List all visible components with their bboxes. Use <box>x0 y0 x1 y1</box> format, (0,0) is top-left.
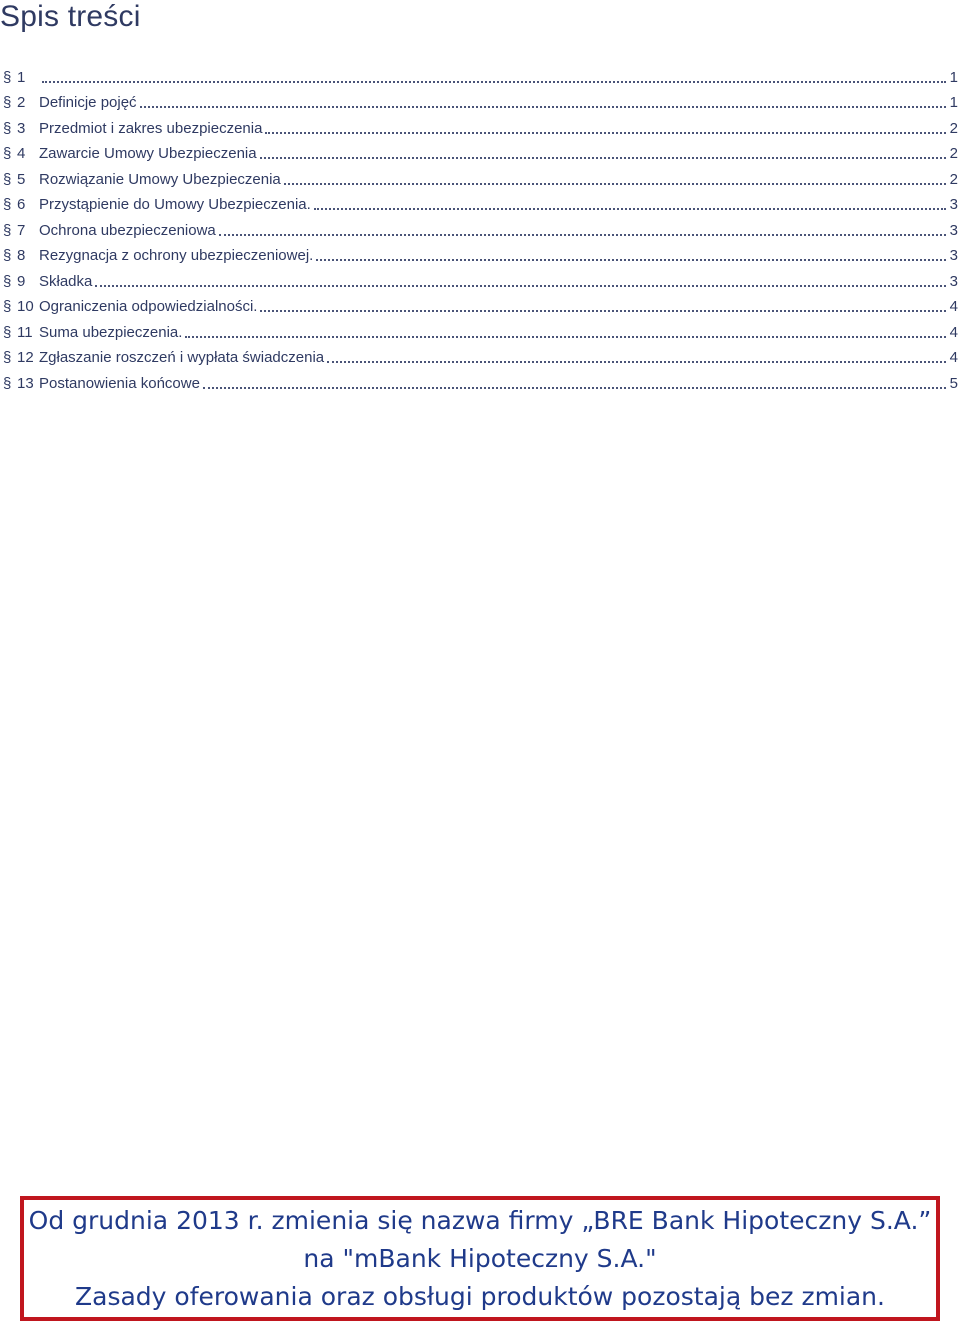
toc-entry-number: 7 <box>17 221 26 239</box>
dot-leader <box>219 234 946 236</box>
toc-entry-label: Definicje pojęć <box>39 94 137 111</box>
toc-list <box>0 60 960 392</box>
dot-leader <box>95 285 946 287</box>
toc-entry-page: 2 <box>949 145 958 162</box>
toc-entry-label: Składka <box>39 272 93 290</box>
toc-entry-12[interactable] <box>0 341 960 367</box>
toc-entry-label: Rozwiązanie Umowy Ubezpieczenia <box>39 170 281 188</box>
section-symbol: § <box>3 247 12 264</box>
toc-entry-label: Rezygnacja z ochrony ubezpieczeniowej. <box>39 247 314 264</box>
toc-entry-page: 3 <box>949 221 958 239</box>
toc-entry-page: 2 <box>949 119 958 137</box>
toc-entry-2[interactable] <box>0 86 960 112</box>
toc-entry-page: 2 <box>949 170 958 188</box>
toc-entry-label: Zgłaszanie roszczeń i wypłata świadczenia <box>39 349 325 366</box>
toc-entry-page: 5 <box>949 374 958 392</box>
toc-entry-8[interactable] <box>0 239 960 265</box>
toc-entry-number: 9 <box>17 272 26 290</box>
dot-leader <box>265 132 946 134</box>
toc-entry-page: 3 <box>949 247 958 264</box>
section-symbol: § <box>3 94 12 111</box>
toc-entry-13[interactable] <box>0 366 960 392</box>
notice-line-1: Od grudnia 2013 r. zmienia się nazwa firmy „BRE Bank Hipoteczny S.A.” <box>28 1205 932 1235</box>
toc-entry-label: Przystąpienie do Umowy Ubezpieczenia. <box>39 196 311 213</box>
toc-entry-page: 3 <box>949 196 958 213</box>
dot-leader <box>203 387 946 389</box>
notice-line-2: na "mBank Hipoteczny S.A." <box>303 1243 657 1273</box>
section-symbol: § <box>3 349 12 366</box>
dot-leader <box>260 310 946 312</box>
section-symbol: § <box>3 374 12 392</box>
toc-entry-number: 10 <box>17 298 34 315</box>
section-symbol: § <box>3 68 12 86</box>
dot-leader <box>284 183 946 185</box>
toc-entry-number: 1 <box>17 68 26 86</box>
toc-entry-3[interactable] <box>0 111 960 137</box>
toc-entry-page: 4 <box>949 323 958 341</box>
toc-entry-label: Ochrona ubezpieczeniowa <box>39 221 216 239</box>
toc-entry-label: Suma ubezpieczenia. <box>39 323 183 341</box>
toc-entry-page: 1 <box>949 68 958 86</box>
toc-title: Spis treści <box>0 0 141 33</box>
toc-entry-label: Postanowienia końcowe <box>39 374 200 392</box>
toc-entry-number: 6 <box>17 196 26 213</box>
dot-leader <box>327 361 946 363</box>
toc-entry-6[interactable] <box>0 188 960 214</box>
toc-entry-number: 5 <box>17 170 26 188</box>
toc-entry-page: 1 <box>949 94 958 111</box>
section-symbol: § <box>3 145 12 162</box>
section-symbol: § <box>3 323 12 341</box>
toc-entry-7[interactable] <box>0 213 960 239</box>
toc-entry-number: 4 <box>17 145 26 162</box>
notice-line-3: Zasady oferowania oraz obsługi produktów pozostają bez zmian. <box>75 1281 885 1311</box>
toc-entry-5[interactable] <box>0 162 960 188</box>
dot-leader <box>140 106 946 108</box>
toc-entry-page: 4 <box>949 349 958 366</box>
toc-entry-page: 4 <box>949 298 958 315</box>
toc-entry-label: Ograniczenia odpowiedzialności. <box>39 298 258 315</box>
toc-entry-number: 8 <box>17 247 26 264</box>
toc-entry-4[interactable] <box>0 137 960 163</box>
dot-leader <box>316 259 946 261</box>
toc-entry-number: 11 <box>17 323 33 341</box>
section-symbol: § <box>3 196 12 213</box>
toc-entry-label: Zawarcie Umowy Ubezpieczenia <box>39 145 257 162</box>
toc-entry-9[interactable] <box>0 264 960 290</box>
section-symbol: § <box>3 298 12 315</box>
toc-entry-number: 3 <box>17 119 26 137</box>
dot-leader <box>42 81 946 83</box>
section-symbol: § <box>3 272 12 290</box>
toc-entry-label: Przedmiot i zakres ubezpieczenia <box>39 119 263 137</box>
toc-entry-page: 3 <box>949 272 958 290</box>
toc-entry-11[interactable] <box>0 315 960 341</box>
section-symbol: § <box>3 221 12 239</box>
toc-entry-10[interactable] <box>0 290 960 316</box>
toc-entry-1[interactable] <box>0 60 960 86</box>
dot-leader <box>185 336 946 338</box>
section-symbol: § <box>3 170 12 188</box>
dot-leader <box>314 208 946 210</box>
toc-entry-number: 2 <box>17 94 26 111</box>
toc-entry-number: 13 <box>17 374 34 392</box>
dot-leader <box>260 157 946 159</box>
name-change-notice <box>20 1196 940 1321</box>
toc-entry-number: 12 <box>17 349 34 366</box>
section-symbol: § <box>3 119 12 137</box>
